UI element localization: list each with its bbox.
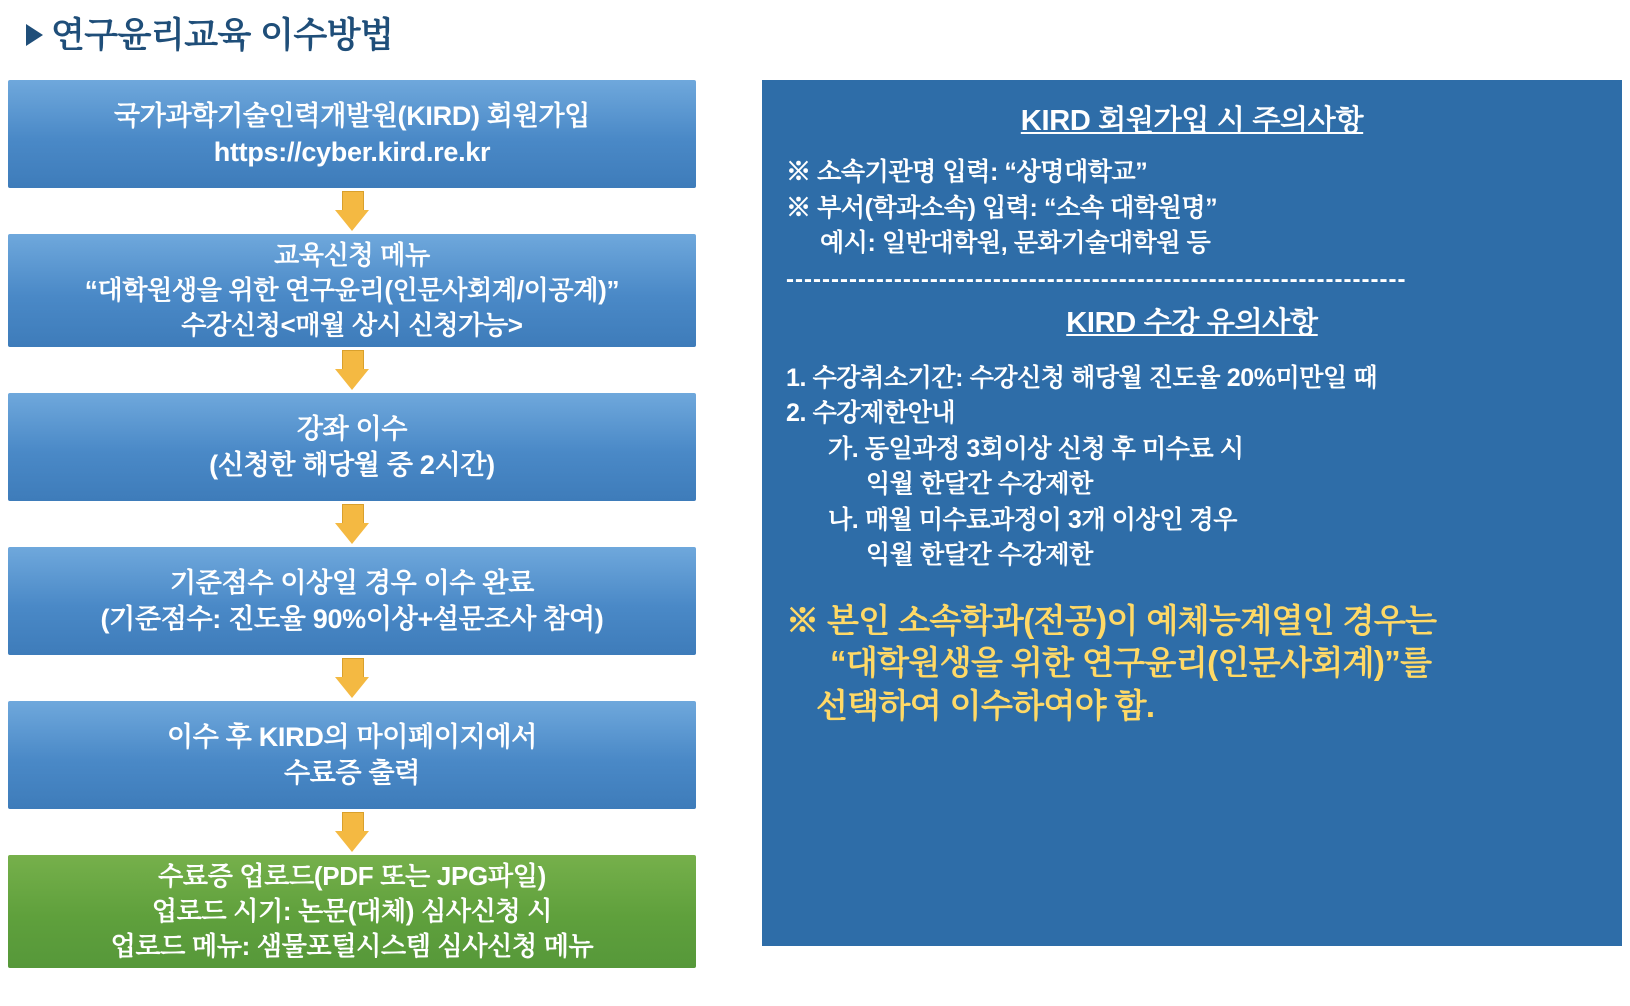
flow-step-6-line-3: 업로드 메뉴: 샘물포털시스템 심사신청 메뉴 (110, 931, 594, 962)
notes-course-line-3: 가. 동일과정 3회이상 신청 후 미수료 시 (828, 434, 1244, 463)
flow-step-4-line-1: 기준점수 이상일 경우 이수 완료 (170, 567, 534, 598)
flow-step-3-line-2: (신청한 해당월 중 2시간) (209, 450, 495, 480)
down-arrow-icon (335, 812, 369, 852)
notes-course-line-1: 1. 수강취소기간: 수강신청 해당월 진도율 20%미만일 때 (786, 363, 1378, 392)
notes-heading-course: KIRD 수강 유의사항 (1066, 306, 1318, 339)
down-arrow-icon (335, 504, 369, 544)
flowchart (8, 80, 708, 968)
notes-signup-line-1: ※ 소속기관명 입력: “상명대학교” (786, 158, 1148, 186)
flow-step-5-line-2: 수료증 출력 (283, 758, 421, 788)
flow-arrow-5 (8, 809, 696, 855)
flow-step-2-line-2: “대학원생을 위한 연구윤리(인문사회계/이공계)” (84, 274, 620, 305)
flow-step-1 (8, 80, 696, 188)
notes-highlight-line-2: “대학원생을 위한 연구윤리(인문사회계)”를 (830, 644, 1432, 682)
flow-step-4-line-2: (기준점수: 진도율 90%이상+설문조사 참여) (100, 604, 604, 634)
flow-step-6-line-1: 수료증 업로드(PDF 또는 JPG파일) (158, 860, 546, 891)
flow-step-4 (8, 547, 696, 655)
flow-step-6-line-2: 업로드 시기: 논문(대체) 심사신청 시 (151, 895, 553, 926)
flow-arrow-4 (8, 655, 696, 701)
notes-signup-line-3: 예시: 일반대학원, 문화기술대학원 등 (820, 229, 1211, 257)
page-title: 연구윤리교육 이수방법 (51, 16, 394, 55)
notes-heading-signup: KIRD 회원가입 시 주의사항 (1020, 105, 1364, 137)
flow-arrow-3 (8, 501, 696, 547)
flow-arrow-1 (8, 188, 696, 234)
flow-step-5 (8, 701, 696, 809)
down-arrow-icon (335, 658, 369, 698)
flow-arrow-2 (8, 347, 696, 393)
flow-step-2-line-3: 수강신청<매월 상시 신청가능> (181, 310, 523, 341)
flow-step-3-line-1: 강좌 이수 (296, 413, 408, 444)
triangle-bullet-icon (26, 24, 43, 46)
notes-panel (762, 80, 1622, 946)
notes-course-line-4: 익월 한달간 수강제한 (866, 470, 1093, 498)
flow-step-1-line-2: https://cyber.kird.re.kr (213, 137, 491, 167)
spacer (786, 574, 1598, 600)
notes-signup-line-2: ※ 부서(학과소속) 입력: “소속 대학원명” (786, 193, 1218, 222)
notes-course-line-6: 익월 한달간 수강제한 (866, 541, 1093, 569)
notes-divider: --------------------------------------------------------------------- (786, 265, 1407, 293)
flow-step-5-line-1: 이수 후 KIRD의 마이페이지에서 (166, 721, 537, 752)
flow-step-6 (8, 855, 696, 968)
flow-step-3 (8, 393, 696, 501)
flow-step-2 (8, 234, 696, 347)
notes-highlight-line-3: 선택하여 이수하여야 함. (816, 687, 1155, 725)
flow-step-2-line-1: 교육신청 메뉴 (274, 239, 430, 270)
notes-course-line-5: 나. 매월 미수료과정이 3개 이상인 경우 (828, 505, 1238, 534)
notes-course-line-2: 2. 수강제한안내 (786, 399, 956, 427)
notes-highlight-line-1: ※ 본인 소속학과(전공)이 예체능계열인 경우는 (786, 601, 1437, 639)
page-title-row (26, 8, 393, 58)
down-arrow-icon (335, 350, 369, 390)
flow-step-1-line-1: 국가과학기술인력개발원(KIRD) 회원가입 (113, 100, 591, 131)
down-arrow-icon (335, 191, 369, 231)
